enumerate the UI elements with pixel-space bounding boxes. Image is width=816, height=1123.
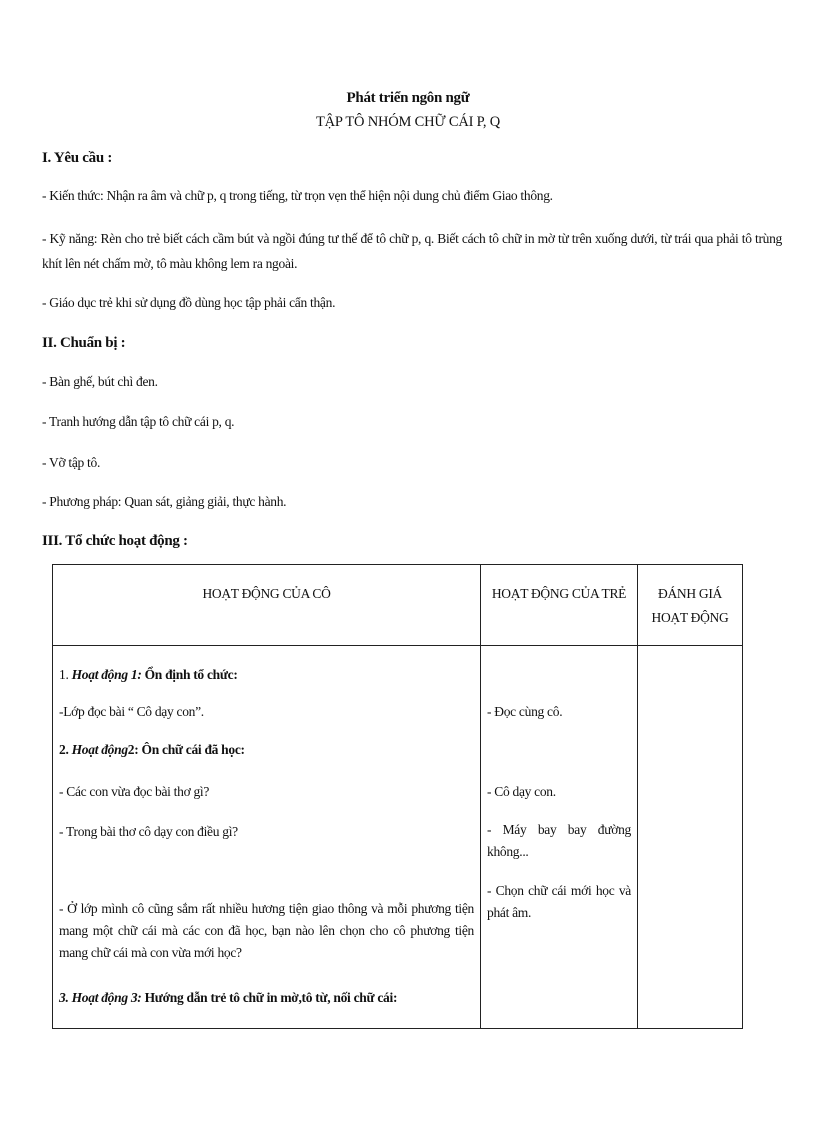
activity3-heading: 3. Hoạt động 3: Hướng dẫn trẻ tô chữ in mờ,tô từ, nối chữ cái: — [59, 990, 398, 1005]
evaluation-cell — [638, 646, 743, 1029]
activity2-heading: 2. Hoạt động2: Ôn chữ cái đã học: — [59, 742, 245, 757]
section2-heading: II. Chuẩn bị : — [42, 335, 126, 351]
question-1: - Các con vừa đọc bài thơ gì? — [59, 784, 210, 799]
activity1-heading: 1. Hoạt động 1: Ổn định tổ chức: — [59, 667, 238, 682]
prep-item: - Bàn ghế, bút chì đen. — [42, 374, 158, 389]
child-answer-4: - Chọn chữ cái mới học và phát âm. — [487, 883, 631, 920]
child-answer-1: - Đọc cùng cô. — [487, 704, 563, 719]
education-text: - Giáo dục trẻ khi sử dụng đồ dùng học tập phải cẩn thận. — [42, 295, 336, 310]
teacher-activity-cell — [53, 646, 481, 1029]
header-teacher-activity: HOẠT ĐỘNG CỦA CÔ — [53, 565, 481, 646]
question-2: - Trong bài thơ cô dạy con điều gì? — [59, 824, 238, 839]
subject-title: Phát triển ngôn ngữ — [346, 90, 470, 106]
skill-text-line2: khít lên nét chấm mờ, tô màu không lem ra ngoài. — [42, 256, 298, 271]
knowledge-text: - Kiến thức: Nhận ra âm và chữ p, q trong tiếng, từ trọn vẹn thể hiện nội dung chủ điểm Giao thông. — [42, 188, 553, 203]
skill-text-line1: - Kỹ năng: Rèn cho trẻ biết cách cầm bút và ngồi đúng tư thế để tô chữ p, q. Biết cách tô chữ in mờ từ trên xuống dưới, từ trái qua phải tô trùng — [42, 231, 782, 246]
header-evaluation: ĐÁNH GIÁ HOẠT ĐỘNG — [638, 565, 743, 646]
table-body-row — [53, 646, 743, 1029]
child-answer-3: - Máy bay bay đường không... — [487, 822, 631, 859]
activity-table — [52, 564, 743, 1029]
child-answer-2: - Cô dạy con. — [487, 784, 556, 799]
table-header-row — [53, 565, 743, 646]
section1-heading: I. Yêu cầu : — [42, 150, 113, 166]
header-children-activity: HOẠT ĐỘNG CỦA TRẺ — [481, 565, 638, 646]
children-activity-cell — [481, 646, 638, 1029]
section3-heading: III. Tổ chức hoạt động : — [42, 533, 188, 549]
prep-item: - Tranh hướng dẫn tập tô chữ cái p, q. — [42, 414, 235, 429]
lesson-title: TẬP TÔ NHÓM CHỮ CÁI P, Q — [315, 114, 501, 130]
prep-item: - Vỡ tập tô. — [42, 455, 101, 470]
activity1-text: -Lớp đọc bài “ Cô dạy con”. — [59, 704, 204, 719]
prep-item: - Phương pháp: Quan sát, giảng giải, thực hành. — [42, 494, 287, 509]
question-3: - Ở lớp mình cô cũng sắm rất nhiều hương tiện giao thông và mỗi phương tiện mang một chữ cái mà các con đã học, bạn nào lên chọn cho cô phương tiện mang chữ cái mà con vừa mới học? — [59, 901, 474, 960]
